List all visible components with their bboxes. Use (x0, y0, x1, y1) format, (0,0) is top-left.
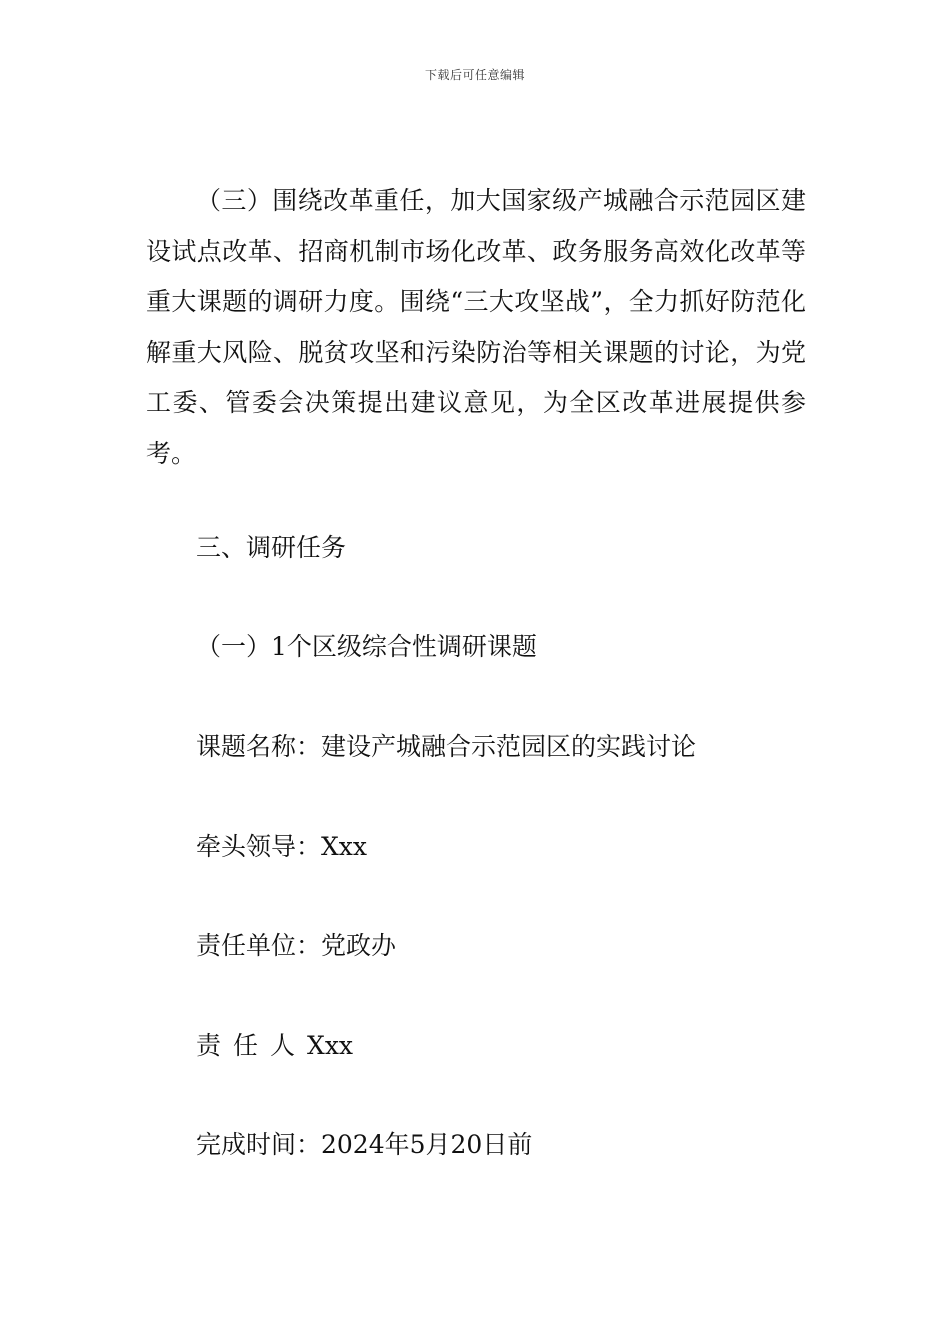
sub-heading: （一）1个区级综合性调研课题 (196, 632, 537, 661)
person-value: Xxx (307, 1031, 354, 1060)
person-label: 责任人 (196, 1031, 308, 1060)
page-header-note: 下载后可任意编辑 (424, 68, 525, 82)
section-heading: 三、调研任务 (196, 533, 347, 562)
person-line (196, 1028, 353, 1064)
body-paragraph: （三）围绕改革重任，加大国家级产城融合示范园区建设试点改革、招商机制市场化改革、政务服务高效化改革等重大课题的调研力度。围绕“三大攻坚战”，全力抓好防范化解重大风险、脱贫攻坚和污染防治等相关课题的讨论，为党工委、管委会决策提出建议意见，为全区改革进展提供参考。 (146, 186, 806, 468)
leader-line: 牵头领导：Xxx (196, 832, 367, 861)
unit-line: 责任单位：党政办 (196, 931, 397, 960)
deadline-line: 完成时间：2024年5月20日前 (196, 1130, 533, 1159)
topic-line: 课题名称：建设产城融合示范园区的实践讨论 (196, 732, 697, 761)
